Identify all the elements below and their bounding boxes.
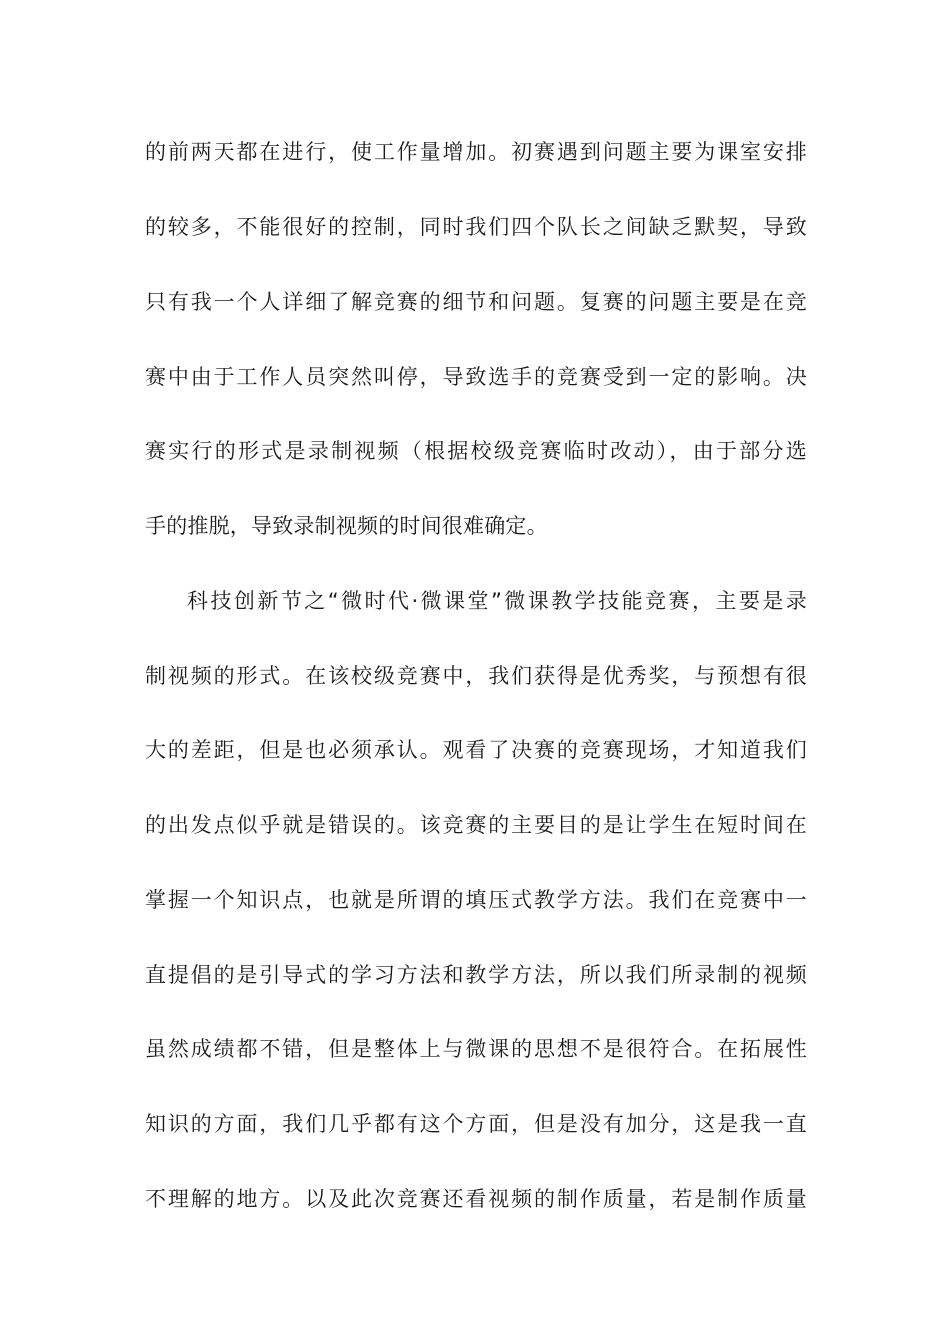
text-line-11: 掌握一个知识点，也就是所谓的填压式教学方法。我们在竞赛中一: [145, 888, 807, 912]
text-line-3: 只有我一个人详细了解竞赛的细节和问题。复赛的问题主要是在竞: [145, 290, 807, 314]
text-line-8: 制视频的形式。在该校级竞赛中，我们获得是优秀奖，与预想有很: [145, 664, 807, 688]
text-line-10: 的出发点似乎就是错误的。该竞赛的主要目的是让学生在短时间在: [145, 813, 807, 837]
text-line-13: 虽然成绩都不错，但是整体上与微课的思想不是很符合。在拓展性: [145, 1037, 807, 1061]
text-line-14: 知识的方面，我们几乎都有这个方面，但是没有加分，这是我一直: [145, 1112, 807, 1136]
text-line-7: 科技创新节之“微时代·微课堂”微课教学技能竞赛，主要是录: [187, 589, 807, 613]
text-line-15: 不理解的地方。以及此次竞赛还看视频的制作质量，若是制作质量: [145, 1187, 807, 1211]
text-line-2: 的较多，不能很好的控制，同时我们四个队长之间缺乏默契，导致: [145, 215, 807, 239]
text-line-9: 大的差距，但是也必须承认。观看了决赛的竞赛现场，才知道我们: [145, 738, 807, 762]
text-line-1: 的前两天都在进行，使工作量增加。初赛遇到问题主要为课室安排: [145, 140, 807, 164]
text-line-4: 赛中由于工作人员突然叫停，导致选手的竞赛受到一定的影响。决: [145, 365, 807, 389]
text-line-6: 手的推脱，导致录制视频的时间很难确定。: [145, 514, 548, 538]
text-line-12: 直提倡的是引导式的学习方法和教学方法，所以我们所录制的视频: [145, 963, 807, 987]
text-line-5: 赛实行的形式是录制视频（根据校级竞赛临时改动），由于部分选: [145, 439, 807, 463]
